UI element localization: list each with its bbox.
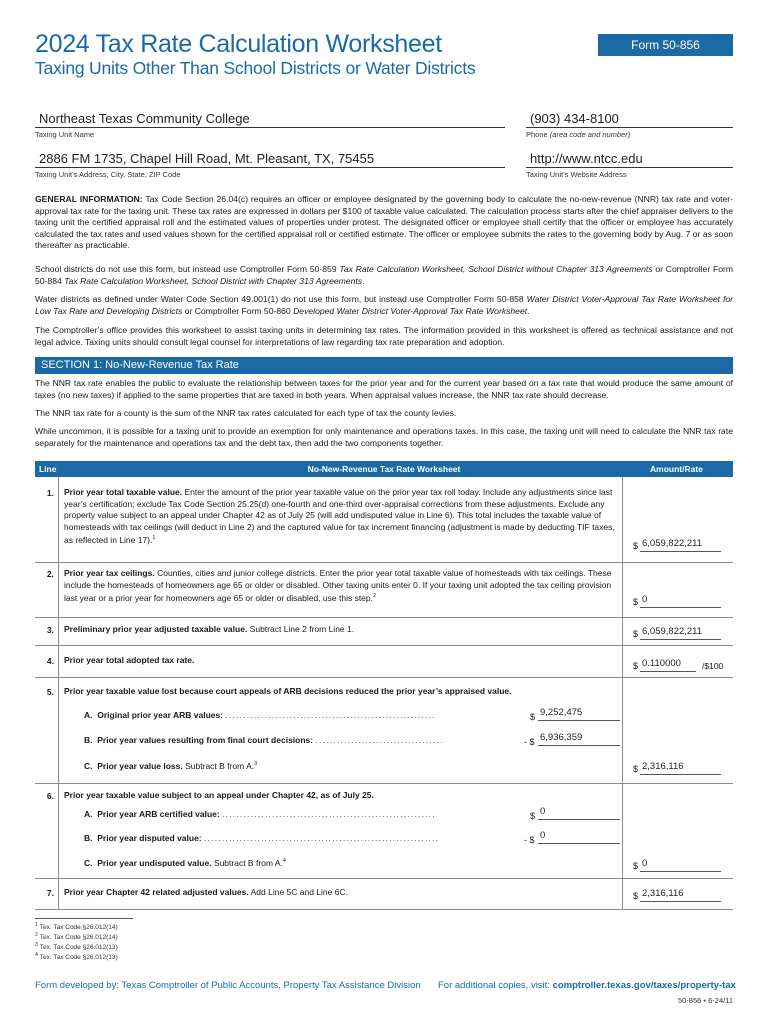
line-6a-amount-input[interactable]: 0 xyxy=(540,806,546,817)
amount-underline xyxy=(640,607,721,608)
line-6-description: Prior year taxable value subject to an appeal under Chapter 42, as of July 25. xyxy=(64,790,374,800)
line-number: 3. xyxy=(46,625,54,635)
dollar-sign: $ xyxy=(633,661,639,671)
footnote-4: $^4$ Tex. Tax Code §26.012(13) xyxy=(35,952,118,962)
line-6a-label: A. Prior year ARB certified value: ............................................................ xyxy=(84,809,436,819)
dollar-sign: $ xyxy=(633,597,639,607)
line-number: 7. xyxy=(46,888,54,898)
line-5a-label: A. Original prior year ARB values: ........................................................... xyxy=(84,710,436,720)
section-1-paragraph-3: While uncommon, it is possible for a taxing unit to provide an exemption for only maintenance and operations taxes. In this case, the taxing unit will need to calculate the NNR tax rate separately for the maintenance and operations tax and the debt tax, then add the two components together. xyxy=(35,426,733,448)
address-field[interactable]: 2886 FM 1735, Chapel Hill Road, Mt. Pleasant, TX, 75455 xyxy=(39,151,375,166)
field-underline xyxy=(35,167,505,168)
footnote-1: $^1$ Tex. Tax Code §26.012(14) xyxy=(35,922,118,932)
amount-underline xyxy=(538,745,620,746)
line-3-description: Preliminary prior year adjusted taxable value. Subtract Line 2 from Line 1. xyxy=(64,624,355,634)
section-1-paragraph-1: The NNR tax rate enables the public to evaluate the relationship between taxes for the prior year and for the current year based on a tax rate that would produce the same amount of taxes (no new taxes) if applied to the same properties that are taxed in both years. When appraisal values increase, the NNR tax rate should decrease. xyxy=(35,378,733,400)
line-4-description: Prior year total adopted tax rate. xyxy=(64,655,195,665)
amount-underline xyxy=(538,720,620,721)
column-header-amount: Amount/Rate xyxy=(650,464,703,474)
footnote-3: $^3$ Tex. Tax Code §26.012(13) xyxy=(35,942,118,952)
line-5b-label: B. Prior year values resulting from final court decisions: .................................... xyxy=(84,735,444,745)
line-5c-amount-input[interactable]: 2,316,116 xyxy=(642,761,684,772)
footnote-2: $^2$ Tex. Tax Code §26.012(14) xyxy=(35,932,118,942)
form-version: 50-856 • 6-24/11 xyxy=(677,996,733,1005)
amount-underline xyxy=(640,639,721,640)
minus-dollar-sign: - $ xyxy=(524,835,535,845)
water-districts-paragraph: Water districts as defined under Water Code Section 49.001(1) do not use this form, but instead use Comptroller Form 50-858 Water District Voter-Approval Tax Rate Worksheet for Low Tax Rate and Developing Districts or Comptroller Form 50-860 Developed Water District Voter-Approval Tax Rate Worksheet. xyxy=(35,294,733,316)
amount-underline xyxy=(640,551,721,552)
row-separator xyxy=(35,677,733,678)
field-underline xyxy=(35,127,505,128)
school-districts-paragraph: School districts do not use this form, but instead use Comptroller Form 50-859 Tax Rate Calculation Worksheet, School District without Chapter 313 Agreements or Comptroller Form 50-884 Tax Rate Calculation Worksheet, School District with Chapter 313 Agreements. xyxy=(35,264,734,286)
line-2-amount-input[interactable]: 0 xyxy=(642,594,648,605)
line-column-divider xyxy=(58,477,59,909)
field-underline xyxy=(526,127,733,128)
footer-copies-note: For additional copies, visit: comptroller.texas.gov/taxes/property-tax xyxy=(438,980,736,991)
line-number: 1. xyxy=(46,488,54,498)
per-100-label: /$100 xyxy=(702,661,724,671)
amount-column-divider xyxy=(622,477,623,909)
taxing-unit-name-caption: Taxing Unit Name xyxy=(35,130,95,139)
dollar-sign: $ xyxy=(633,861,639,871)
line-6c-label: C. Prior year undisputed value. Subtract B from A.$^4$ xyxy=(84,857,286,868)
section-1-header: SECTION 1: No-New-Revenue Tax Rate xyxy=(35,357,733,374)
comptroller-link[interactable]: comptroller.texas.gov/taxes/property-tax xyxy=(552,980,736,991)
website-caption: Taxing Unit’s Website Address xyxy=(526,170,627,179)
line-number: 2. xyxy=(46,569,54,579)
footnote-divider xyxy=(35,918,133,919)
minus-dollar-sign: - $ xyxy=(524,737,535,747)
dollar-sign: $ xyxy=(633,764,639,774)
amount-underline xyxy=(640,774,721,775)
line-6b-amount-input[interactable]: 0 xyxy=(540,830,546,841)
amount-underline xyxy=(640,871,721,872)
field-underline xyxy=(526,167,733,168)
amount-underline xyxy=(640,671,696,672)
amount-underline xyxy=(640,901,721,902)
section-1-paragraph-2: The NNR tax rate for a county is the sum of the NNR tax rates calculated for each type of tax the county levies. xyxy=(35,408,457,418)
line-7-amount-input[interactable]: 2,316,116 xyxy=(642,888,684,899)
form-title: 2024 Tax Rate Calculation Worksheet xyxy=(35,30,442,58)
website-field[interactable]: http://www.ntcc.edu xyxy=(530,151,643,166)
line-4-rate-input[interactable]: 0.110000 xyxy=(642,658,681,669)
line-5c-label: C. Prior year value loss. Subtract B from A.$^3$ xyxy=(84,760,258,771)
line-3-amount-input[interactable]: 6,059,822,211 xyxy=(642,626,703,637)
row-separator xyxy=(35,909,733,910)
taxing-unit-name-field[interactable]: Northeast Texas Community College xyxy=(39,111,250,126)
dollar-sign: $ xyxy=(530,712,536,722)
general-information-paragraph: GENERAL INFORMATION: Tax Code Section 26.04(c) requires an officer or employee designated by the governing body to calculate the no-new-revenue (NNR) tax rate and voter-approval tax rate for the taxing unit. These tax rates are expressed in dollars per $100 of taxable value calculated. The calculation process starts after the chief appraiser delivers to the taxing unit the certified appraisal roll and the estimated values of properties under protest. The designated officer or employee shall certify that the officer or employee has accurately calculated the tax rates and used values shown for the certified appraisal roll or certified estimate. The officer or employee submits the rates to the governing body by Aug. 7 or as soon thereafter as practicable. xyxy=(35,194,733,251)
phone-field[interactable]: (903) 434-8100 xyxy=(530,111,619,126)
row-separator xyxy=(35,783,733,784)
line-1-amount-input[interactable]: 6,059,822,211 xyxy=(642,538,703,549)
amount-underline xyxy=(538,843,620,844)
dollar-sign: $ xyxy=(633,891,639,901)
line-5a-amount-input[interactable]: 9,252,475 xyxy=(540,707,583,718)
form-subtitle: Taxing Units Other Than School Districts or Water Districts xyxy=(35,58,476,78)
row-separator xyxy=(35,562,733,563)
row-separator xyxy=(35,617,733,618)
line-6c-amount-input[interactable]: 0 xyxy=(642,858,648,869)
footer-developer-credit: Form developed by: Texas Comptroller of Public Accounts, Property Tax Assistance Division xyxy=(35,980,421,991)
line-5-description: Prior year taxable value lost because court appeals of ARB decisions reduced the prior year’s appraised value. xyxy=(64,686,512,696)
column-header-worksheet: No-New-Revenue Tax Rate Worksheet xyxy=(307,464,461,474)
line-6b-label: B. Prior year disputed value: .................................................................. xyxy=(84,833,440,843)
line-7-description: Prior year Chapter 42 related adjusted values. Add Line 5C and Line 6C. xyxy=(64,887,348,897)
worksheet-table-header xyxy=(35,461,733,477)
line-1-description: Prior year total taxable value. Enter the amount of the prior year taxable value on the prior year tax roll today. Include any adjustments since last year’s certification; exclude Tax Code Section 25.25(d) one-fourth and one-third over-appraisal corrections from these adjustments. Exclude any property value subject to an appeal under Chapter 42 as of July 25 (will add undisputed value in Line 6). This total includes the taxable value of homesteads with tax ceilings (will deduct in Line 2) and the captured value for tax increment financing (adjustment is made by deducting TIF taxes, as reflected in Line 17).$^1$ xyxy=(64,487,615,546)
column-header-line: Line xyxy=(39,464,57,474)
phone-caption: Phone (area code and number) xyxy=(526,130,631,139)
line-2-description: Prior year tax ceilings. Counties, cities and junior college districts. Enter the prior year total taxable value of homesteads with tax ceilings. These include the homesteads of homeowners age 65 or older or disabled. Other taxing units enter 0. If your taxing unit adopted the tax ceiling provision last year or a prior year for homeowners age 65 or older or disabled, use this step.$^2$ xyxy=(64,568,612,604)
amount-underline xyxy=(538,819,620,820)
comptroller-paragraph: The Comptroller’s office provides this worksheet to assist taxing units in determining tax rates. The information provided in this worksheet is offered as technical assistance and not legal advice. Taxing units should consult legal counsel for interpretations of law regarding tax rate preparation and adoption. xyxy=(35,325,733,347)
dollar-sign: $ xyxy=(633,629,639,639)
form-number-badge: Form 50-856 xyxy=(598,34,733,56)
line-number: 5. xyxy=(46,687,54,697)
address-caption: Taxing Unit’s Address, City, State, ZIP Code xyxy=(35,170,181,179)
row-separator xyxy=(35,645,733,646)
dollar-sign: $ xyxy=(633,541,639,551)
line-number: 4. xyxy=(46,656,54,666)
line-number: 6. xyxy=(46,791,54,801)
dollar-sign: $ xyxy=(530,811,536,821)
line-5b-amount-input[interactable]: 6,936,359 xyxy=(540,732,583,743)
row-separator xyxy=(35,878,733,879)
